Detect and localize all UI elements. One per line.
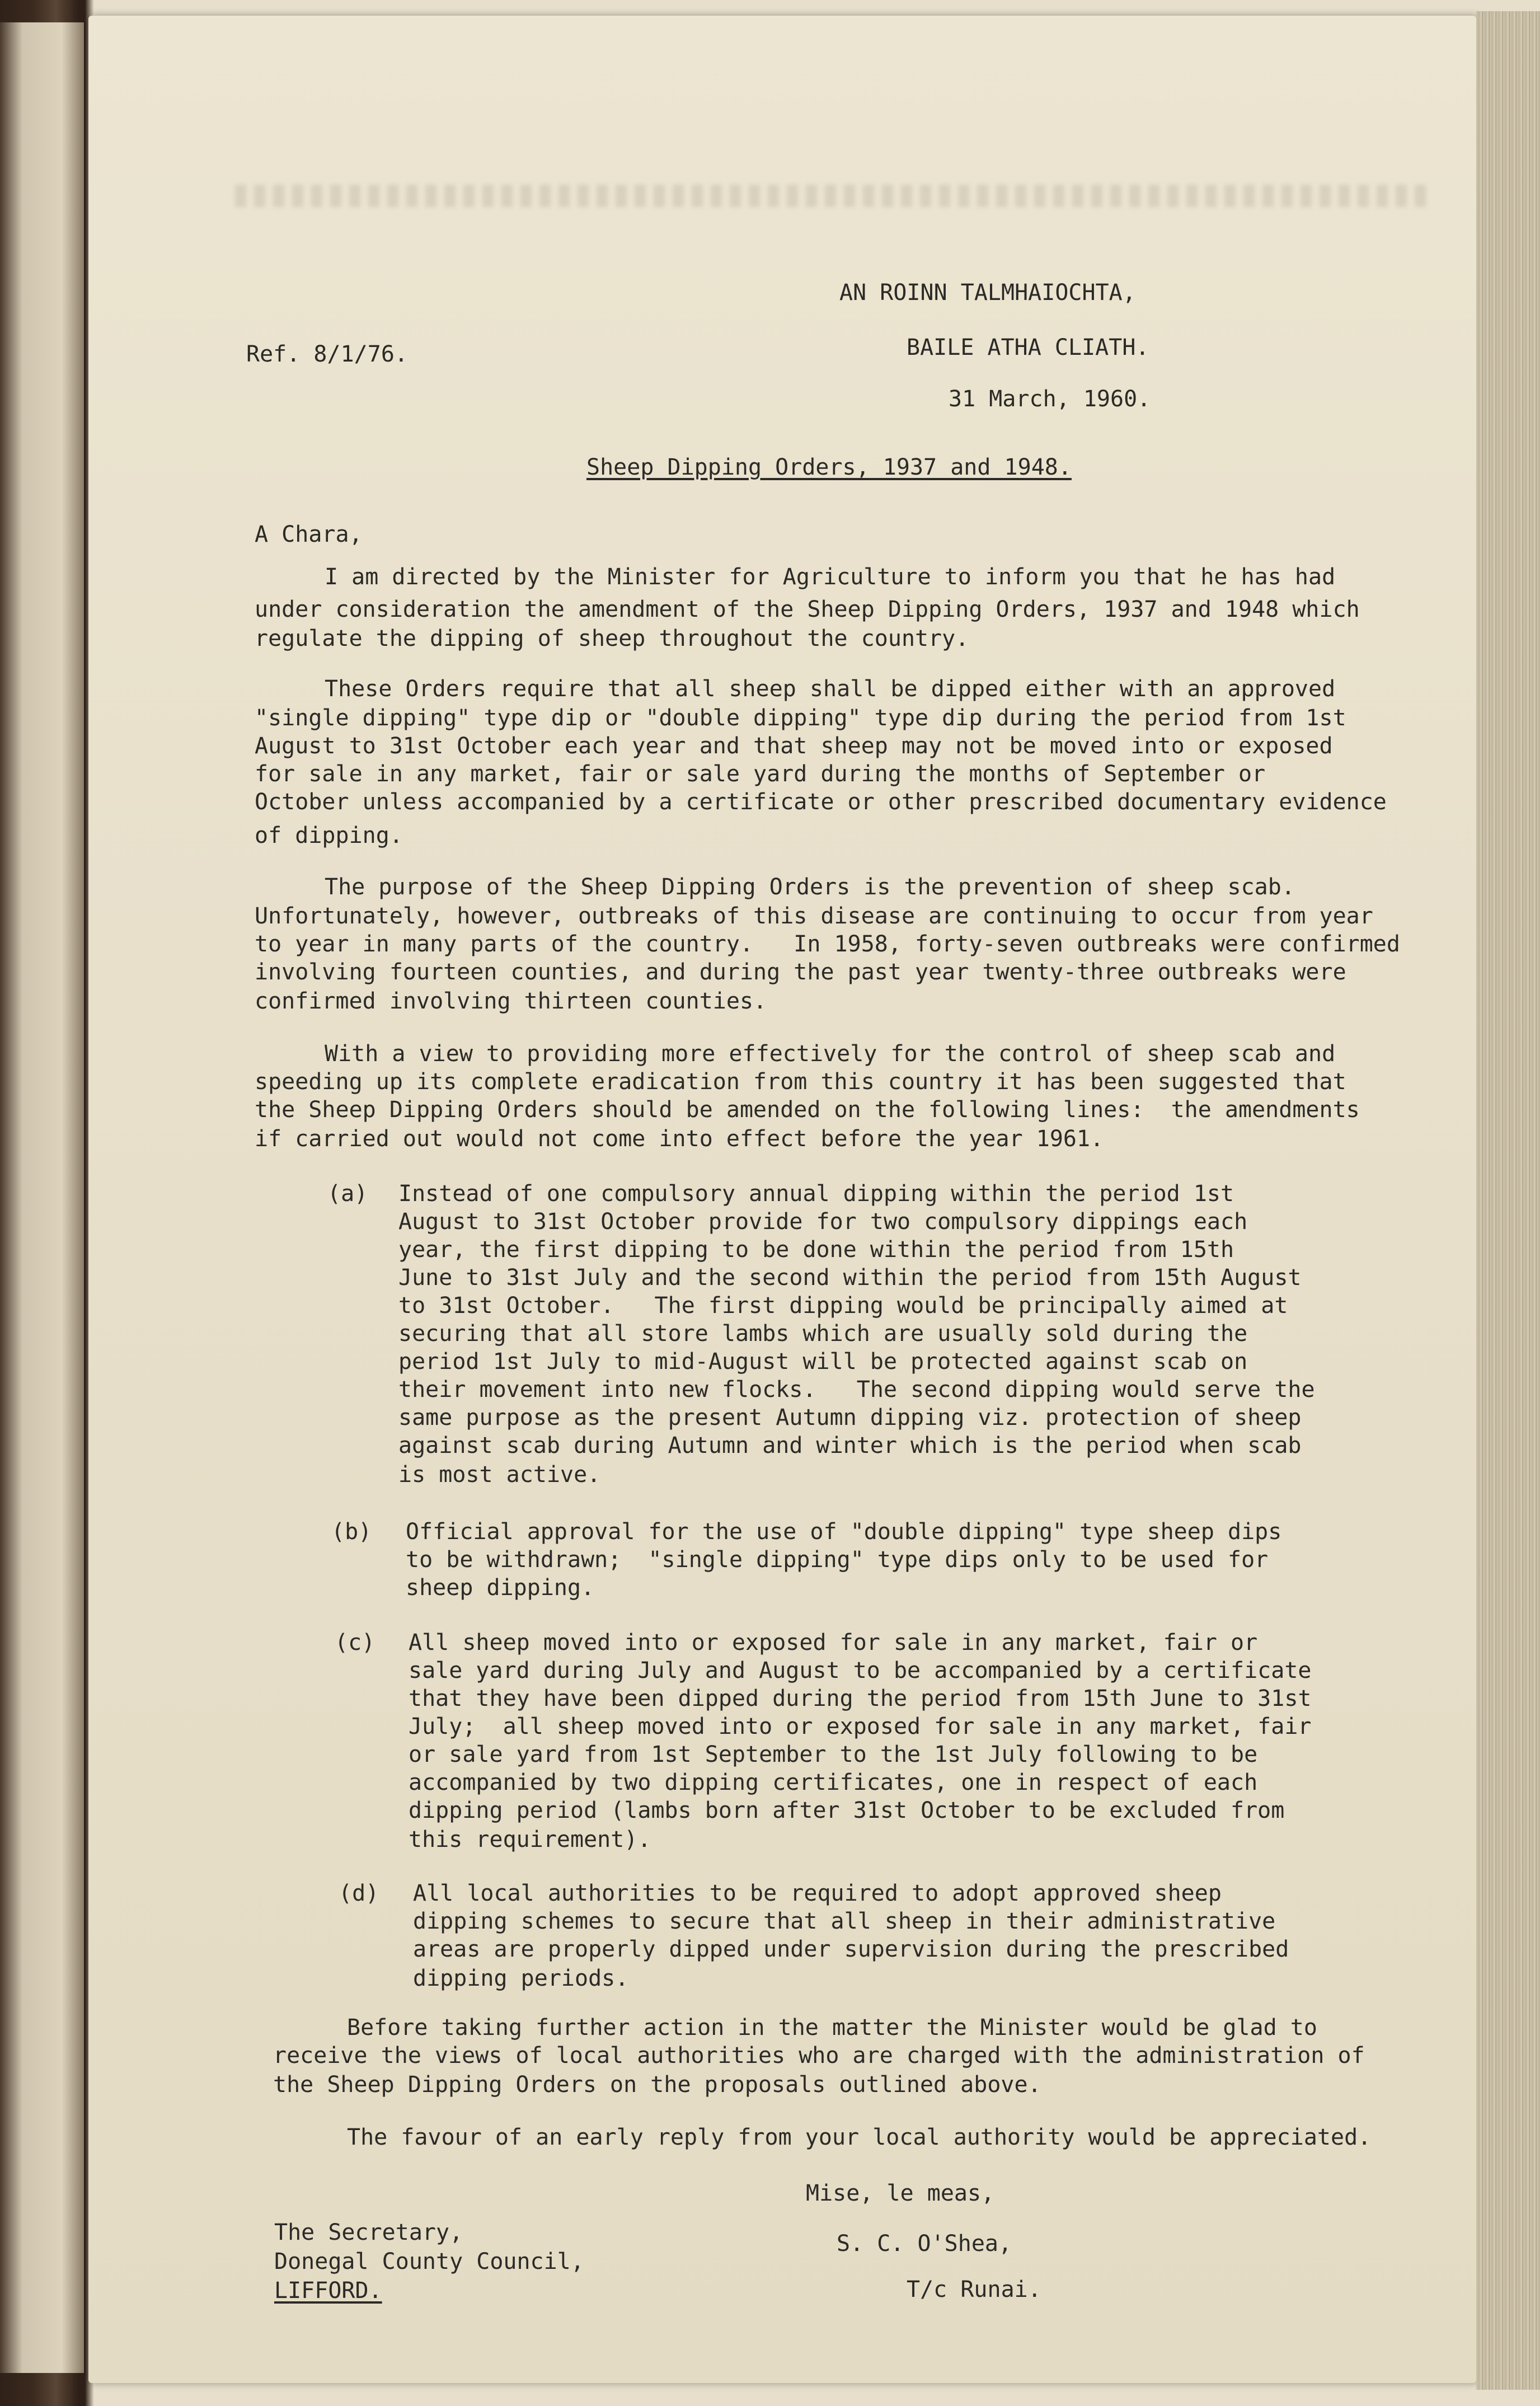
paragraph-line: under consideration the amendment of the Sheep Dipping Orders, 1937 and 1948 which <box>255 597 1360 622</box>
list-item-line: dipping periods. <box>413 1966 629 1991</box>
list-item-line: All sheep moved into or exposed for sale in any market, fair or <box>409 1630 1258 1655</box>
page-stack-edge <box>1476 11 1540 2390</box>
list-item-label: (a) <box>327 1181 368 1207</box>
list-item-line: period 1st July to mid-August will be protected against scab on <box>398 1349 1248 1375</box>
list-item-line: All local authorities to be required to adopt approved sheep <box>413 1880 1222 1906</box>
list-item-line: sale yard during July and August to be accompanied by a certificate <box>409 1658 1312 1683</box>
list-item-line: dipping schemes to secure that all sheep in their administrative <box>413 1908 1276 1934</box>
facing-page-edge <box>0 22 84 2373</box>
show-through-bleed <box>235 185 1433 207</box>
paragraph-line: of dipping. <box>255 823 403 848</box>
list-item-line: or sale yard from 1st September to the 1st July following to be <box>409 1742 1258 1767</box>
list-item-line: accompanied by two dipping certificates, one in respect of each <box>409 1770 1258 1795</box>
list-item-line: June to 31st July and the second within the period from 15th August <box>398 1265 1302 1291</box>
paragraph-line: the Sheep Dipping Orders should be amended on the following lines: the amendments <box>255 1097 1360 1123</box>
paragraph-line: speeding up its complete eradication from this country it has been suggested that <box>255 1069 1346 1095</box>
letterhead-city: BAILE ATHA CLIATH. <box>907 335 1149 360</box>
signatory-name: S. C. O'Shea, <box>837 2231 1012 2257</box>
list-item-line: July; all sheep moved into or exposed for sale in any market, fair <box>409 1714 1312 1739</box>
paragraph-line: With a view to providing more effectively for the control of sheep scab and <box>325 1041 1336 1067</box>
list-item-label: (d) <box>339 1880 379 1906</box>
list-item-line: August to 31st October provide for two compulsory dippings each <box>398 1209 1248 1235</box>
list-item-line: that they have been dipped during the period from 15th June to 31st <box>409 1686 1312 1711</box>
list-item-line: dipping period (lambs born after 31st October to be excluded from <box>409 1798 1285 1823</box>
list-item-line: Official approval for the use of "double dipping" type sheep dips <box>406 1519 1282 1545</box>
list-item-line: securing that all store lambs which are usually sold during the <box>398 1321 1248 1347</box>
paragraph-line: Unfortunately, however, outbreaks of this disease are continuing to occur from year <box>255 903 1373 929</box>
list-item-line: same purpose as the present Autumn dipping viz. protection of sheep <box>398 1405 1302 1431</box>
letterhead-department: AN ROINN TALMHAIOCHTA, <box>839 280 1136 306</box>
list-item-line: is most active. <box>398 1462 601 1488</box>
list-item-label: (b) <box>331 1519 372 1545</box>
paragraph-line: These Orders require that all sheep shall be dipped either with an approved <box>325 676 1336 702</box>
paragraph-line: August to 31st October each year and that sheep may not be moved into or exposed <box>255 733 1333 759</box>
addressee-line-3: LIFFORD. <box>274 2278 382 2304</box>
subject-line: Sheep Dipping Orders, 1937 and 1948. <box>586 454 1072 480</box>
addressee-line-1: The Secretary, <box>274 2220 463 2245</box>
addressee-line-2: Donegal County Council, <box>274 2249 584 2274</box>
list-item-line: year, the first dipping to be done within the period from 15th <box>398 1237 1234 1263</box>
list-item-line: areas are properly dipped under supervision during the prescribed <box>413 1936 1289 1962</box>
list-item-line: Instead of one compulsory annual dipping within the period 1st <box>398 1181 1234 1207</box>
closing-valediction: Mise, le meas, <box>806 2180 995 2206</box>
paragraph-line: confirmed involving thirteen counties. <box>255 988 767 1014</box>
paragraph-line: I am directed by the Minister for Agriculture to inform you that he has had <box>325 564 1336 590</box>
paragraph-line: The purpose of the Sheep Dipping Orders is the prevention of sheep scab. <box>325 874 1295 900</box>
paragraph-line: "single dipping" type dip or "double dipping" type dip during the period from 1st <box>255 705 1346 731</box>
list-item-line: their movement into new flocks. The second dipping would serve the <box>398 1377 1315 1403</box>
paragraph-line: for sale in any market, fair or sale yard during the months of September or <box>255 761 1266 787</box>
reference-number: Ref. 8/1/76. <box>246 341 408 367</box>
paragraph-line: regulate the dipping of sheep throughout the country. <box>255 626 969 651</box>
paragraph-line: involving fourteen counties, and during the past year twenty-three outbreaks were <box>255 959 1346 985</box>
paragraph-line: to year in many parts of the country. In 1958, forty-seven outbreaks were confirmed <box>255 931 1400 957</box>
list-item-label: (c) <box>335 1630 375 1655</box>
paragraph-line: Before taking further action in the matter the Minister would be glad to <box>347 2015 1317 2041</box>
paragraph-line: receive the views of local authorities who are charged with the administration of <box>273 2043 1365 2069</box>
paragraph-line: The favour of an early reply from your local authority would be appreciated. <box>347 2124 1372 2150</box>
letter-date: 31 March, 1960. <box>949 386 1151 412</box>
list-item-line: to be withdrawn; "single dipping" type dips only to be used for <box>406 1547 1269 1573</box>
list-item-line: to 31st October. The first dipping would be principally aimed at <box>398 1293 1288 1319</box>
signatory-title: T/c Runai. <box>907 2277 1041 2302</box>
salutation: A Chara, <box>255 522 363 547</box>
list-item-line: against scab during Autumn and winter which is the period when scab <box>398 1433 1302 1458</box>
paragraph-line: if carried out would not come into effect before the year 1961. <box>255 1126 1104 1152</box>
list-item-line: this requirement). <box>409 1827 651 1852</box>
list-item-line: sheep dipping. <box>406 1575 595 1601</box>
paragraph-line: the Sheep Dipping Orders on the proposals outlined above. <box>273 2072 1041 2098</box>
paragraph-line: October unless accompanied by a certificate or other prescribed documentary evidence <box>255 789 1387 815</box>
